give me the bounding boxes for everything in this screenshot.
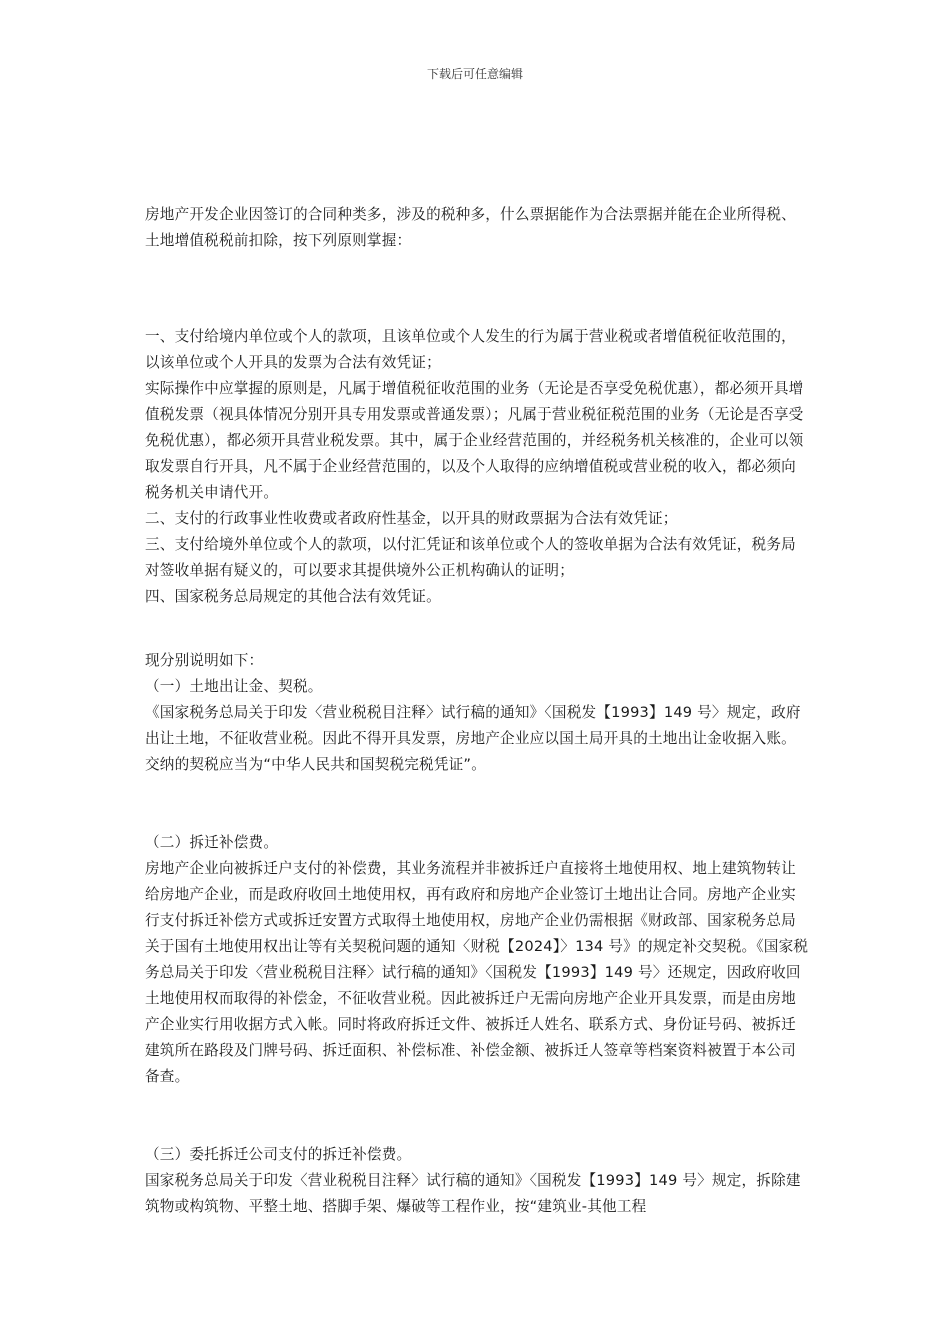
principles-section: [145, 324, 810, 610]
intro-paragraph: 房地产开发企业因签订的合同种类多，涉及的税种多，什么票据能作为合法票据并能在企业所得税、土地增值税税前扣除，按下列原则掌握：: [145, 206, 796, 249]
section-2-body: 房地产企业向被拆迁户支付的补偿费，其业务流程并非被拆迁户直接将土地使用权、地上建筑物转让给房地产企业，而是政府收回土地使用权，再有政府和房地产企业签订土地出让合同。房地产企业实行支付拆迁补偿方式或拆迁安置方式取得土地使用权，房地产企业仍需根据《财政部、国家税务总局关于国有土地使用权出让等有关契税问题的通知〈财税【2024】〉134 号》的规定补交契税。《国家税务总局关于印发〈营业税税目注释〉试行稿的通知》〈国税发【1993】149 号〉还规定，因政府收回土地使用权而取得的补偿金，不征收营业税。因此被拆迁户无需向房地产企业开具发票，而是由房地产企业实行用收据方式入帐。同时将政府拆迁文件、被拆迁人姓名、联系方式、身份证号码、被拆迁建筑所在路段及门牌号码、拆迁面积、补偿标准、补偿金额、被拆迁人签章等档案资料被置于本公司备查。: [145, 860, 809, 1085]
principle-note-paragraph: 实际操作中应掌握的原则是，凡属于增值税征收范围的业务（无论是否享受免税优惠），都必须开具增值税发票（视具体情况分别开具专用发票或普通发票）；凡属于营业税征税范围的业务（无论是否享受免税优惠），都必须开具营业税发票。其中，属于企业经营范围的，并经税务机关核准的，企业可以领取发票自行开具，凡不属于企业经营范围的，以及个人取得的应纳增值税或营业税的收入，都必须向税务机关申请代开。: [145, 380, 804, 501]
intro-section: [145, 202, 810, 254]
section-3-body: 国家税务总局关于印发〈营业税税目注释〉试行稿的通知》〈国税发【1993】149 号〉规定，拆除建筑物或构筑物、平整土地、搭脚手架、爆破等工程作业，按“建筑业-其他工程: [145, 1172, 801, 1215]
principle-4-paragraph: 四、国家税务总局规定的其他合法有效凭证。: [145, 588, 441, 605]
section-spacer: [145, 1090, 810, 1142]
principle-3-paragraph: 三、支付给境外单位或个人的款项，以付汇凭证和该单位或个人的签收单据为合法有效凭证，税务局对签收单据有疑义的，可以要求其提供境外公正机构确认的证明；: [145, 536, 796, 579]
section-3-heading: （三）委托拆迁公司支付的拆迁补偿费。: [145, 1146, 412, 1163]
principle-2-paragraph: 二、支付的行政事业性收费或者政府性基金，以开具的财政票据为合法有效凭证；: [145, 510, 678, 527]
section-2-heading: （二）拆迁补偿费。: [145, 834, 279, 851]
section-1-heading: （一）土地出让金、契税。: [145, 678, 323, 695]
explanations-lead: 现分别说明如下：: [145, 652, 264, 669]
section-1-body: 《国家税务总局关于印发〈营业税税目注释〉试行稿的通知》〈国税发【1993】149 号〉规定，政府出让土地，不征收营业税。因此不得开具发票，房地产企业应以国土局开具的土地出让金收据入账。交纳的契税应当为“中华人民共和国契税完税凭证”。: [145, 704, 801, 773]
page-header: 下载后可任意编辑: [426, 67, 523, 81]
principle-1-paragraph: 一、支付给境内单位或个人的款项，且该单位或个人发生的行为属于营业税或者增值税征收范围的，以该单位或个人开具的发票为合法有效凭证；: [145, 328, 796, 371]
section-spacer: [145, 778, 810, 830]
explanations-section: [145, 648, 810, 1220]
